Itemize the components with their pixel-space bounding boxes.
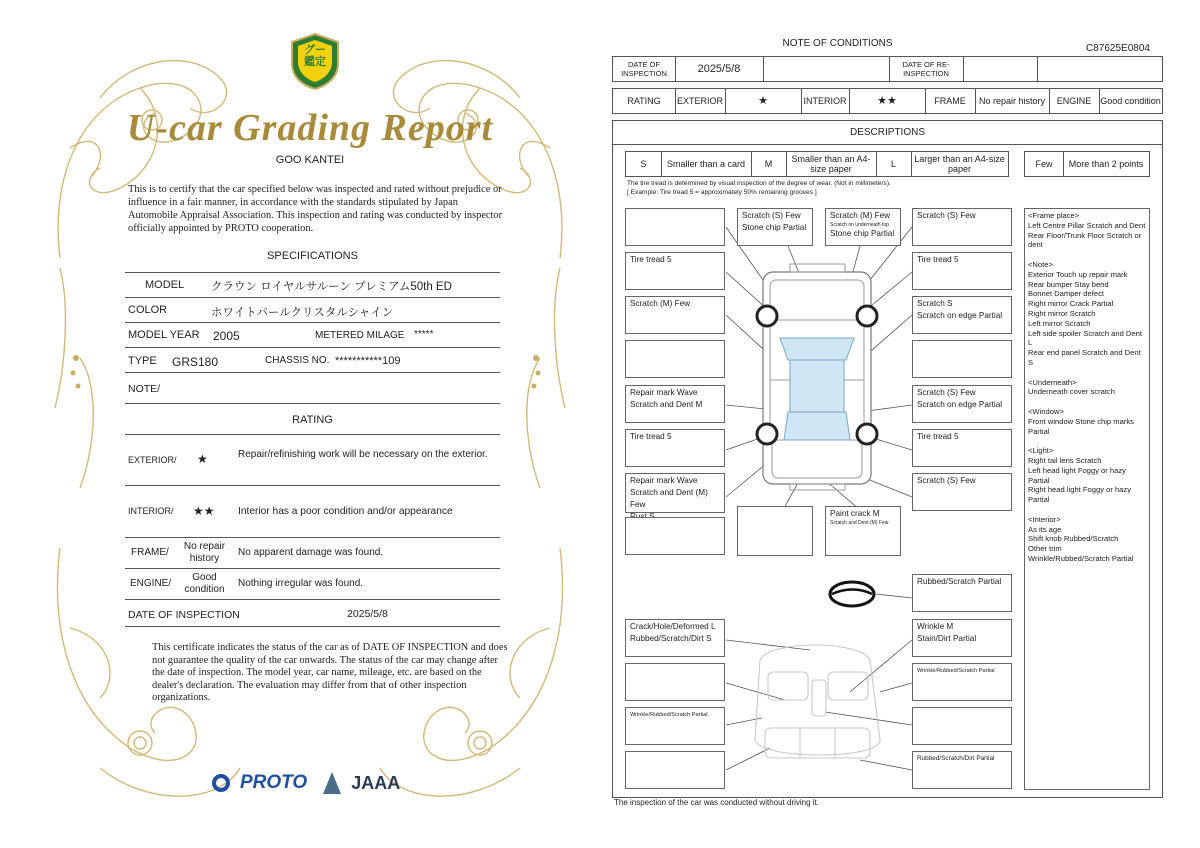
engine-row <box>125 569 500 600</box>
note-row <box>125 373 500 404</box>
note-label: NOTE/ <box>128 383 161 395</box>
desc-box-roof-right <box>825 208 901 246</box>
frame-row <box>125 538 500 569</box>
desc-text: Tire tread 5 <box>917 432 959 441</box>
desc-box-left-front-fender <box>625 296 725 334</box>
desc-text: Repair mark Wave <box>630 388 698 397</box>
desc-text: Tire tread 5 <box>917 255 959 264</box>
desc-small-text: Wrinkle/Rubbed/Scratch Partial <box>917 668 995 674</box>
desc-box-empty <box>625 208 725 246</box>
specifications-heading: SPECIFICATIONS <box>267 250 358 262</box>
certificate-subtitle: GOO KANTEI <box>275 154 345 166</box>
desc-box-front-right <box>912 208 1012 246</box>
engine-value: Good condition <box>184 572 225 595</box>
desc-text: Tire tread 5 <box>630 255 672 264</box>
desc-text: Stain/Dirt Partial <box>917 634 977 643</box>
jaaa-logo-icon <box>323 772 341 794</box>
date-label: DATE OF INSPECTION <box>128 609 240 621</box>
interior-label: INTERIOR <box>803 96 847 106</box>
desc-small-text: Scratch on underneath top <box>830 222 889 228</box>
desc-text: Crack/Hole/Deformed L <box>630 622 716 631</box>
interior-rating-label: INTERIOR/ <box>128 506 174 516</box>
desc-text: Scratch (S) Few <box>917 388 976 397</box>
type-row <box>125 348 500 373</box>
frame-label: FRAME <box>934 96 966 106</box>
rating-heading: RATING <box>292 414 333 426</box>
desc-box-empty <box>912 707 1012 745</box>
desc-text: Repair mark Wave <box>630 476 698 485</box>
model-row <box>125 272 500 298</box>
tire-note-2: [ Example: Tire tread 5 = approximately 50% remaining grooves ] <box>627 189 817 196</box>
legend-few: Few <box>1035 159 1053 169</box>
rating-label: RATING <box>627 96 661 106</box>
desc-box-left-rear <box>625 473 725 513</box>
desc-box-right-front-fender <box>912 296 1012 334</box>
desc-text: Stone chip Partial <box>830 229 895 238</box>
exterior-value: ★ <box>758 95 768 107</box>
interior-diagram <box>755 645 880 758</box>
desc-text: Stone chip Partial <box>742 223 807 232</box>
desc-text: Rubbed/Scratch Partial <box>917 577 1002 586</box>
logos <box>212 769 400 797</box>
desc-box-left-front-tire <box>625 252 725 290</box>
legend-few-desc: More than 2 points <box>1068 159 1144 169</box>
interior-rating-row <box>125 486 500 538</box>
certificate-title: U-car Grading Report <box>126 107 494 149</box>
steering-wheel-icon <box>830 582 874 606</box>
desc-text: Scratch S <box>917 299 953 308</box>
desc-text: Scratch (S) Few <box>742 211 801 220</box>
jaaa-logo: JAAA <box>351 772 401 793</box>
metered-milage-label: METERED MILAGE <box>315 330 405 341</box>
color-row <box>125 298 500 323</box>
desc-text: Paint crack M <box>830 509 880 518</box>
desc-box-empty <box>625 663 725 701</box>
desc-text: Scratch (M) Few <box>830 211 891 220</box>
proto-logo-icon <box>212 774 230 792</box>
desc-text: Scratch (S) Few <box>917 476 976 485</box>
date-of-inspection-value: 2025/5/8 <box>697 63 741 75</box>
engine-value: Good condition <box>1100 96 1161 106</box>
chassis-value: ***********109 <box>335 355 401 367</box>
desc-text: Rubbed/Scratch/Dirt S <box>630 634 712 643</box>
certificate-intro: This is to certify that the car specified below was inspected and rated without prejudice or influence in a fair manner, in accordance with the standards stipulated by Japan Automobile Appraisal Association. This inspection and rating was conducted by inspector officially appointed by PROTO cooperation. <box>128 184 503 234</box>
descriptions-heading: DESCRIPTIONS <box>613 121 1162 145</box>
exterior-label: EXTERIOR <box>676 96 723 106</box>
desc-small-text: Scratch and Dent (M) Few <box>830 520 889 526</box>
legend-m: M <box>764 159 773 169</box>
car-top-view <box>757 264 877 490</box>
goo-kantei-badge <box>288 32 342 90</box>
desc-box-right-rear-tire <box>912 429 1012 467</box>
metered-milage-value: ***** <box>414 329 434 340</box>
date-row <box>125 600 500 627</box>
desc-text: Wrinkle M <box>917 622 954 631</box>
desc-small-text: Wrinkle/Rubbed/Scratch Partial <box>630 712 708 718</box>
sheet-footnote: The inspection of the car was conducted without driving it. <box>614 798 819 807</box>
sheet-title: NOTE OF CONDITIONS <box>782 38 893 49</box>
desc-box-rear-center <box>825 506 901 556</box>
frame-desc: No apparent damage was found. <box>238 547 384 558</box>
desc-box-right-front-tire <box>912 252 1012 290</box>
exterior-rating-row <box>125 434 500 486</box>
note-of-conditions-sheet <box>600 0 1180 848</box>
desc-box-empty <box>625 340 725 378</box>
legend-m-desc: Smaller than an A4-size paper <box>791 154 871 174</box>
interior-stars: ★★ <box>193 504 215 518</box>
legend-s-desc: Smaller than a card <box>666 159 746 169</box>
frame-label: FRAME/ <box>131 547 169 558</box>
desc-box-interior-rear <box>912 751 1012 789</box>
desc-text: Scratch and Dent (M) Few <box>630 488 708 509</box>
proto-logo: PROTO <box>240 772 308 793</box>
grading-certificate <box>40 28 580 818</box>
legend-l-desc: Larger than an A4-size paper <box>914 154 1005 174</box>
model-value: クラウン ロイヤルサルーン プレミアム50th ED <box>211 281 452 293</box>
badge-text: グー 鑑定 <box>304 44 326 68</box>
desc-box-empty <box>912 340 1012 378</box>
desc-box-roof-left <box>737 208 813 246</box>
certificate-footer: This certificate indicates the status of the car as of DATE OF INSPECTION and does not guarantee the quality of the car onwards. The status of the car may change after the date of inspection. The model year, car name, mileage, etc. are based on the dealer's declaration. The evaluation may differ from that of other inspection organizations. <box>152 642 508 703</box>
desc-text: Scratch (M) Few <box>630 299 691 308</box>
date-of-inspection-label: DATE OF INSPECTION <box>621 60 667 78</box>
desc-text: Scratch on edge Partial <box>917 400 1003 409</box>
type-label: TYPE <box>128 355 157 367</box>
desc-box-interior-right <box>912 619 1012 657</box>
desc-box-left-door <box>625 385 725 423</box>
engine-label: ENGINE <box>1056 96 1092 106</box>
model-year-row <box>125 323 500 348</box>
legend-s: S <box>640 159 647 169</box>
desc-text: Scratch and Dent M <box>630 400 703 409</box>
model-year-label: MODEL YEAR <box>128 329 200 341</box>
desc-box-interior-left-2 <box>625 707 725 745</box>
interior-value: ★★ <box>877 95 897 107</box>
tire-note-1: The tire tread is determined by visual inspection of the degree of wear. (Not in millimeters). <box>627 180 891 187</box>
desc-box-interior-left <box>625 619 725 657</box>
type-value: GRS180 <box>172 355 219 369</box>
desc-box-right-door <box>912 385 1012 423</box>
model-label: MODEL <box>145 279 185 291</box>
chassis-label: CHASSIS NO. <box>265 355 330 366</box>
color-value: ホワイトパールクリスタルシャイン <box>211 307 394 319</box>
exterior-rating-label: EXTERIOR/ <box>128 455 177 465</box>
desc-text: Rubbed/Scratch/Dirt Partial <box>917 755 995 762</box>
notes-list: <Frame place> Left Centre Pillar Scratch and Dent Rear Floor/Trunk Floor Scratch or dent <Note> Exterior Touch up repair mark Rear bumper Stay bend Bonnet Damper defect Right mirror Crack Partial Right mirror Scratch Left mirror Scratch Left side spoiler Scratch and Dent L Rear end panel Scratch and Dent S <Underneath> Underneath cover scratch <Window> Front window Stone chip marks Partial <Light> Right tail lens Scratch Left head light Foggy or hazy Partial Right head light Foggy or hazy Partial <Interior> As its age Shift knob Rubbed/Scratch Other trim Wrinkle/Rubbed/Scratch Partial <box>1024 208 1150 790</box>
desc-box-empty <box>625 751 725 789</box>
exterior-rating-desc: Repair/refinishing work will be necessary on the exterior. <box>238 449 488 460</box>
legend-l: L <box>890 159 896 169</box>
exterior-stars: ★ <box>197 452 208 466</box>
engine-label: ENGINE/ <box>130 578 172 589</box>
engine-desc: Nothing irregular was found. <box>238 578 364 589</box>
color-label: COLOR <box>128 304 168 316</box>
desc-box-steering <box>912 574 1012 612</box>
desc-text: Tire tread 5 <box>630 432 672 441</box>
desc-box-empty <box>625 517 725 555</box>
date-value: 2025/5/8 <box>347 608 388 620</box>
desc-box-interior-right-2 <box>912 663 1012 701</box>
desc-text: Scratch (S) Few <box>917 211 976 220</box>
frame-value: No repair history <box>183 541 226 564</box>
sheet-code: C87625E0804 <box>1086 43 1150 54</box>
model-year-value: 2005 <box>213 329 240 343</box>
date-of-reinspection-label: DATE OF RE-INSPECTION <box>902 60 950 78</box>
frame-value: No repair history <box>978 96 1046 106</box>
desc-box-empty <box>737 506 813 556</box>
desc-box-right-rear <box>912 473 1012 511</box>
desc-text: Scratch on edge Partial <box>917 311 1003 320</box>
desc-box-left-rear-tire <box>625 429 725 467</box>
interior-rating-desc: Interior has a poor condition and/or appearance <box>238 506 453 517</box>
